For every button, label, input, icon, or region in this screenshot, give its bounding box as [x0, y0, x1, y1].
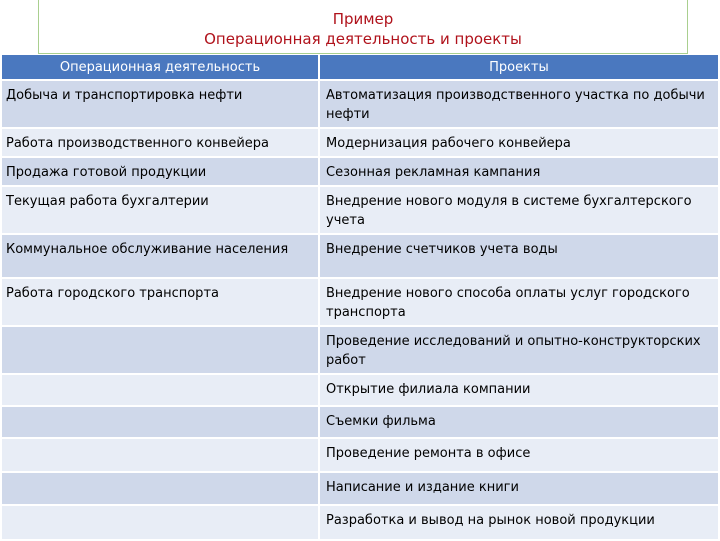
table-row — [2, 374, 719, 406]
table-row — [2, 406, 719, 438]
cell-operations — [2, 438, 319, 472]
table-header-row — [2, 55, 719, 80]
table-row — [2, 128, 719, 157]
cell-operations: Добыча и транспортировка нефти — [2, 80, 319, 128]
header-operations: Операционная деятельность — [2, 55, 319, 80]
cell-operations: Работа городского транспорта — [2, 278, 319, 326]
header-projects: Проекты — [319, 55, 719, 80]
cell-projects: Съемки фильма — [319, 406, 719, 438]
title-line-1: Пример — [332, 10, 394, 28]
cell-projects: Разработка и вывод на рынок новой продукции — [319, 505, 719, 540]
cell-projects: Модернизация рабочего конвейера — [319, 128, 719, 157]
cell-operations — [2, 406, 319, 438]
cell-projects: Внедрение нового способа оплаты услуг городского транспорта — [319, 278, 719, 326]
cell-operations: Работа производственного конвейера — [2, 128, 319, 157]
cell-projects: Проведение ремонта в офисе — [319, 438, 719, 472]
table-row — [2, 472, 719, 505]
table-row — [2, 80, 719, 128]
table-row — [2, 438, 719, 472]
cell-operations: Коммунальное обслуживание населения — [2, 234, 319, 278]
table-row — [2, 278, 719, 326]
cell-projects: Автоматизация производственного участка по добычи нефти — [319, 80, 719, 128]
cell-operations: Продажа готовой продукции — [2, 157, 319, 186]
title-line-2: Операционная деятельность и проекты — [204, 30, 522, 48]
cell-operations — [2, 472, 319, 505]
cell-projects: Внедрение счетчиков учета воды — [319, 234, 719, 278]
cell-projects: Написание и издание книги — [319, 472, 719, 505]
cell-projects: Внедрение нового модуля в системе бухгалтерского учета — [319, 186, 719, 234]
cell-operations: Текущая работа бухгалтерии — [2, 186, 319, 234]
cell-operations — [2, 505, 319, 540]
table-row — [2, 326, 719, 374]
slide-title — [38, 0, 688, 54]
comparison-table — [2, 55, 720, 541]
cell-projects: Сезонная рекламная кампания — [319, 157, 719, 186]
cell-projects: Открытие филиала компании — [319, 374, 719, 406]
table-row — [2, 186, 719, 234]
cell-operations — [2, 326, 319, 374]
table-row — [2, 505, 719, 540]
cell-operations — [2, 374, 319, 406]
table-row — [2, 157, 719, 186]
cell-projects: Проведение исследований и опытно-конструкторских работ — [319, 326, 719, 374]
table-row — [2, 234, 719, 278]
